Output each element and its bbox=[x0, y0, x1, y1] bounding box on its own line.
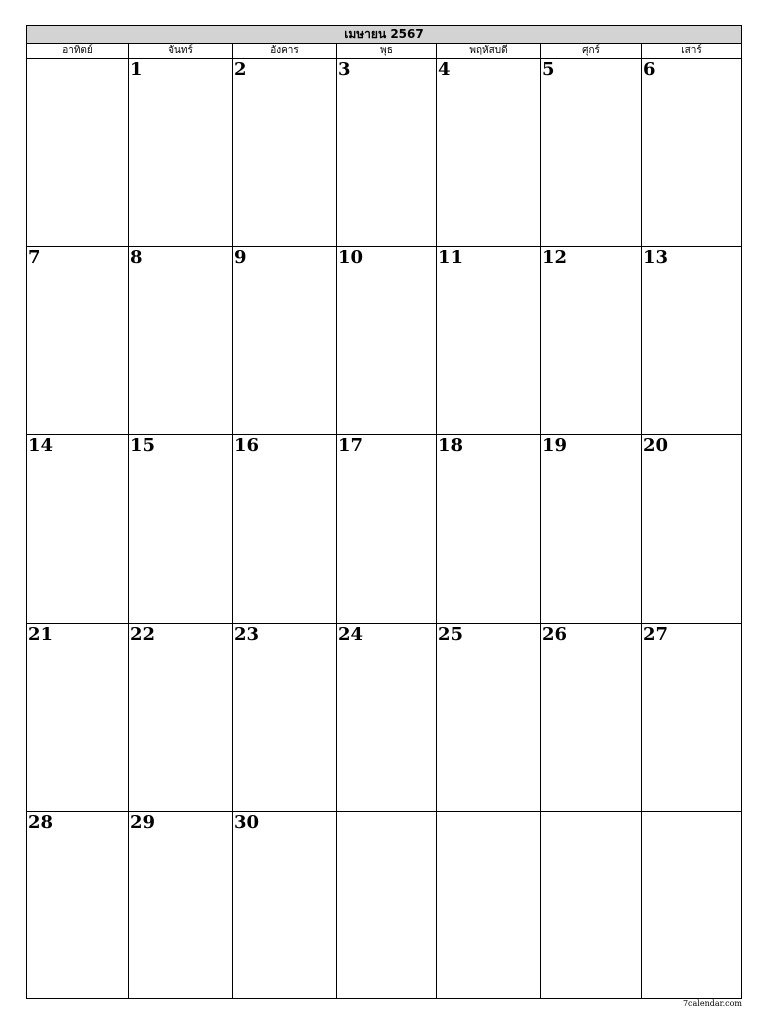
day-number: 27 bbox=[643, 623, 669, 645]
day-number: 9 bbox=[234, 247, 247, 269]
day-grid bbox=[27, 59, 741, 999]
day-number: 25 bbox=[438, 623, 464, 645]
day-number: 1 bbox=[130, 59, 143, 80]
day-cell[interactable] bbox=[541, 247, 642, 434]
day-number: 19 bbox=[542, 435, 568, 457]
day-number: 28 bbox=[28, 811, 54, 833]
week-row-5 bbox=[27, 812, 741, 999]
day-cell[interactable] bbox=[541, 624, 642, 811]
day-cell[interactable] bbox=[337, 435, 437, 622]
week-row-2 bbox=[27, 247, 741, 435]
week-row-3 bbox=[27, 435, 741, 623]
day-number: 29 bbox=[130, 811, 156, 833]
day-cell[interactable] bbox=[437, 247, 541, 434]
day-number: 23 bbox=[234, 623, 260, 645]
day-number: 4 bbox=[438, 59, 451, 80]
day-number: 22 bbox=[130, 623, 156, 645]
day-number: 21 bbox=[28, 623, 54, 645]
day-cell[interactable] bbox=[642, 812, 741, 999]
day-cell[interactable] bbox=[541, 812, 642, 999]
day-cell[interactable] bbox=[642, 624, 741, 811]
day-number: 15 bbox=[130, 435, 156, 457]
day-number: 24 bbox=[338, 623, 364, 645]
week-row-4 bbox=[27, 624, 741, 812]
day-cell[interactable] bbox=[541, 59, 642, 246]
day-number: 17 bbox=[338, 435, 364, 457]
day-number: 14 bbox=[28, 435, 54, 457]
weekday-saturday: เสาร์ bbox=[681, 45, 702, 56]
day-cell[interactable] bbox=[437, 624, 541, 811]
day-number: 8 bbox=[130, 247, 143, 269]
weekday-tuesday: อังคาร bbox=[233, 44, 337, 58]
day-number: 6 bbox=[643, 59, 656, 80]
day-cell[interactable] bbox=[129, 812, 233, 999]
day-cell[interactable] bbox=[437, 59, 541, 246]
day-cell[interactable] bbox=[337, 59, 437, 246]
day-cell[interactable] bbox=[27, 247, 129, 434]
day-number: 2 bbox=[234, 59, 247, 80]
day-cell[interactable] bbox=[27, 59, 129, 246]
weekday-wednesday: พุธ bbox=[337, 44, 437, 58]
day-number: 13 bbox=[643, 247, 669, 269]
day-cell[interactable] bbox=[437, 435, 541, 622]
day-cell[interactable] bbox=[27, 812, 129, 999]
day-cell[interactable] bbox=[233, 59, 337, 246]
day-number: 5 bbox=[542, 59, 555, 80]
week-row-1 bbox=[27, 59, 741, 247]
weekday-thursday: พฤหัสบดี bbox=[437, 44, 541, 58]
month-title: เมษายน 2567 bbox=[27, 26, 741, 44]
weekday-sunday: อาทิตย์ bbox=[27, 44, 129, 58]
day-number: 26 bbox=[542, 623, 568, 645]
day-cell[interactable] bbox=[541, 435, 642, 622]
month-calendar bbox=[26, 25, 742, 999]
weekday-header-row bbox=[27, 44, 741, 59]
weekday-monday: จันทร์ bbox=[129, 44, 233, 58]
day-number: 7 bbox=[28, 247, 41, 269]
day-cell[interactable] bbox=[642, 435, 741, 622]
day-cell[interactable] bbox=[27, 435, 129, 622]
day-cell[interactable] bbox=[233, 812, 337, 999]
day-cell[interactable] bbox=[27, 624, 129, 811]
day-cell[interactable] bbox=[129, 435, 233, 622]
day-cell[interactable] bbox=[129, 59, 233, 246]
day-cell[interactable] bbox=[337, 812, 437, 999]
day-cell[interactable] bbox=[337, 247, 437, 434]
day-number: 12 bbox=[542, 247, 568, 269]
day-cell[interactable] bbox=[129, 247, 233, 434]
day-cell[interactable] bbox=[129, 624, 233, 811]
day-number: 3 bbox=[338, 59, 351, 80]
day-cell[interactable] bbox=[233, 247, 337, 434]
day-number: 18 bbox=[438, 435, 464, 457]
day-cell[interactable] bbox=[437, 812, 541, 999]
day-cell[interactable] bbox=[642, 247, 741, 434]
day-cell[interactable] bbox=[233, 624, 337, 811]
day-number: 10 bbox=[338, 247, 364, 269]
day-cell[interactable] bbox=[233, 435, 337, 622]
day-cell[interactable] bbox=[337, 624, 437, 811]
day-number: 30 bbox=[234, 811, 260, 833]
weekday-friday: ศุกร์ bbox=[541, 44, 642, 58]
day-number: 20 bbox=[643, 435, 669, 457]
day-cell[interactable] bbox=[642, 59, 741, 246]
footer-credit: 7calendar.com bbox=[682, 999, 742, 1008]
day-number: 16 bbox=[234, 435, 260, 457]
day-number: 11 bbox=[438, 247, 464, 269]
